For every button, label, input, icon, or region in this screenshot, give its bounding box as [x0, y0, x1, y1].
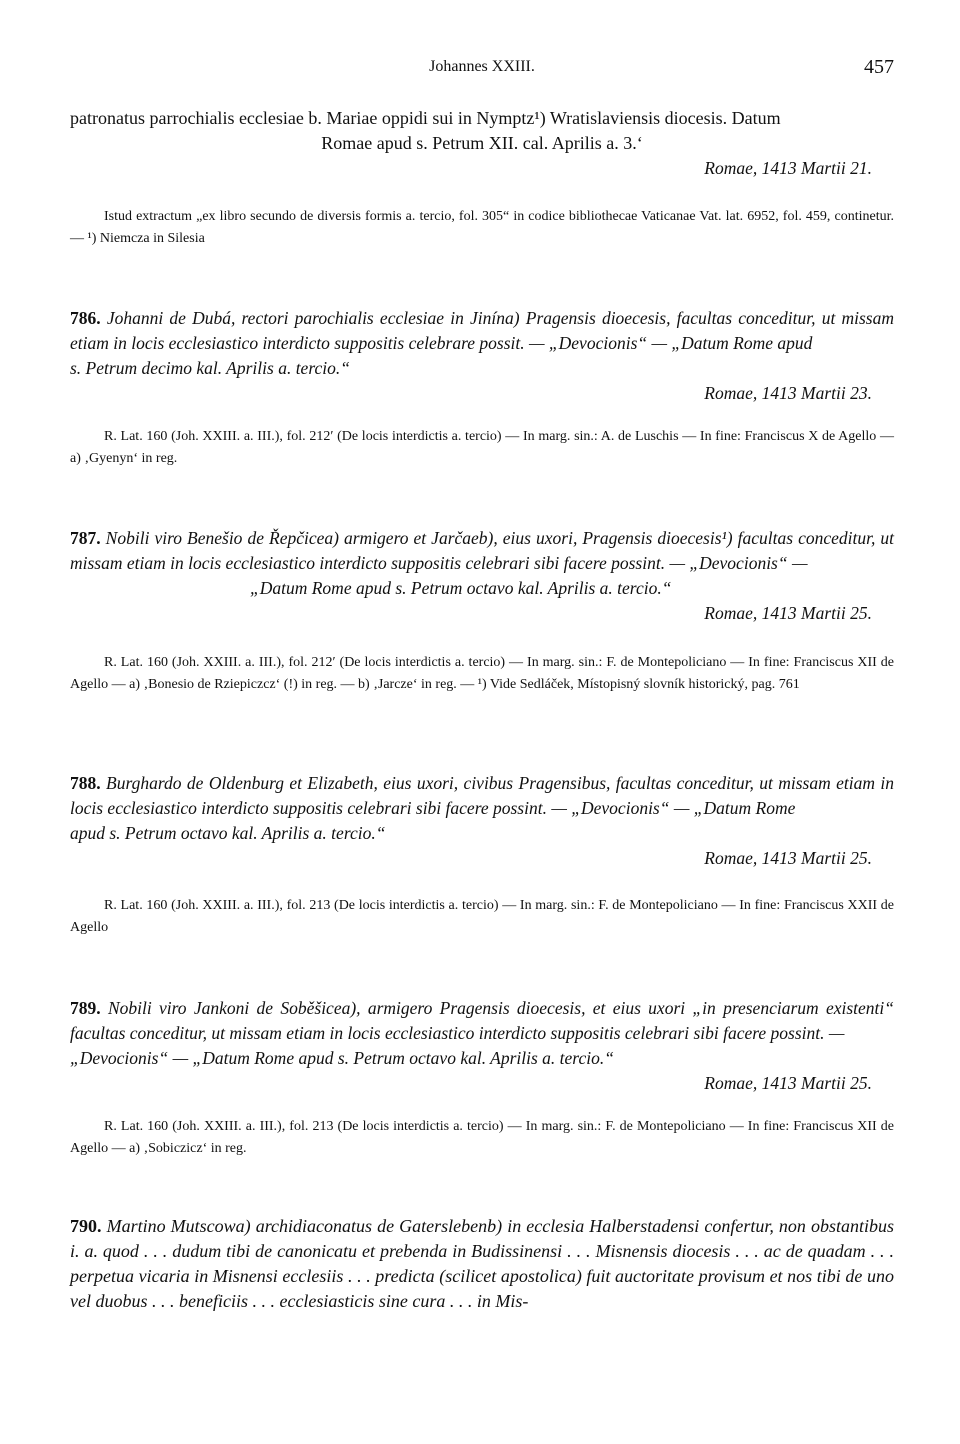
entry-source: R. Lat. 160 (Joh. XXIII. a. III.), fol. 212′ (De locis interdictis a. tercio) — In marg. sin.: F. de Montepoliciano — In fine: Franciscus XII de Agello — a) ‚Bonesio de Rziepiczcz‘ (!) in reg. — b) ‚Jarcze‘ in reg. — ¹) Vide Sedláček, Místopisný slovník historický, pag. 761: [70, 655, 894, 692]
entry-number: 787.: [70, 528, 101, 548]
entry-regest: Nobili viro Benešio de Řepčicea) armigero et Jarčaeb), eius uxori, Pragensis dioecesis¹) facultas conceditur, ut missam etiam in locis ecclesiastico interdicto suppositis celebrari sibi facere possint. — „Devocionis“ —: [70, 528, 895, 573]
entry-787: [70, 526, 894, 626]
entry-regest: Johanni de Dubá, rectori parochialis ecclesiae in Jinína) Pragensis dioecesis, facultas conceditur, ut missam etiam in locis ecclesiastico interdicto suppositis celebrare possit. — „Devocionis“ — „Datum Rome apud: [70, 308, 894, 353]
entry-date: Romae, 1413 Martii 25.: [704, 1073, 872, 1093]
entry-date: Romae, 1413 Martii 25.: [704, 848, 872, 868]
entry-788: [70, 771, 894, 871]
entry-regest: Nobili viro Jankoni de Soběšicea), armigero Pragensis dioecesis, et eius uxori „in presenciarum existenti“ facultas conceditur, ut missam etiam in locis ecclesiastico interdicto suppositis celebrari sibi facere possint. —: [70, 998, 894, 1043]
entry-788-source: [70, 895, 894, 939]
continuation-note: [70, 206, 894, 250]
entry-regest-last: „Devocionis“ — „Datum Rome apud s. Petrum octavo kal. Aprilis a. tercio.“: [70, 1048, 614, 1068]
entry-790: [70, 1214, 894, 1314]
entry-date: Romae, 1413 Martii 23.: [704, 383, 872, 403]
entry-number: 789.: [70, 998, 101, 1018]
entry-regest: Martino Mutscowa) archidiaconatus de Gaterslebenb) in ecclesia Halberstadensi confertur, non obstantibus i. a. quod . . . dudum tibi de canonicatu et prebenda in Budissinensi . . . Misnensis diocesis . . . ac de quadam . . . perpetua vicaria in Misnensi ecclesiis . . . predicta (scilicet apostolica) fuit auctoritate provisum et nos tibi de uno vel duobus . . . beneficiis . . . ecclesiasticis sine cura . . . in Mis-: [70, 1216, 895, 1311]
entry-date: Romae, 1413 Martii 25.: [704, 603, 872, 623]
entry-number: 788.: [70, 773, 101, 793]
entry-789-source: [70, 1116, 894, 1160]
continuation-line-1: patronatus parrochialis ecclesiae b. Mariae oppidi sui in Nymptz¹) Wratislaviensis diocesis. Datum: [70, 108, 781, 128]
entry-regest-last: „Datum Rome apud s. Petrum octavo kal. Aprilis a. tercio.“: [250, 578, 672, 598]
continuation-block: [70, 106, 894, 181]
entry-number: 786.: [70, 308, 101, 328]
entry-789: [70, 996, 894, 1096]
continuation-date: Romae, 1413 Martii 21.: [704, 158, 872, 178]
entry-source: R. Lat. 160 (Joh. XXIII. a. III.), fol. 212′ (De locis interdictis a. tercio) — In marg. sin.: A. de Luschis — In fine: Franciscus X de Agello — a) ‚Gyenyn‘ in reg.: [70, 429, 894, 466]
entry-source: R. Lat. 160 (Joh. XXIII. a. III.), fol. 213 (De locis interdictis a. tercio) — In marg. sin.: F. de Montepoliciano — In fine: Franciscus XII de Agello — a) ‚Sobiczicz‘ in reg.: [70, 1119, 894, 1156]
page-header: [70, 56, 894, 86]
entry-regest-last: s. Petrum decimo kal. Aprilis a. tercio.“: [70, 358, 350, 378]
running-title: Johannes XXIII.: [429, 58, 535, 75]
entry-regest-last: apud s. Petrum octavo kal. Aprilis a. tercio.“: [70, 823, 386, 843]
entry-regest: Burghardo de Oldenburg et Elizabeth, eius uxori, civibus Pragensibus, facultas conceditur, ut missam etiam in locis ecclesiastico interdicto suppositis celebrari sibi facere possint. — „Devocionis“ — „Datum Rome: [70, 773, 895, 818]
continuation-note-text: Istud extractum „ex libro secundo de diversis formis a. tercio, fol. 305“ in codice bibliothecae Vaticanae Vat. lat. 6952, fol. 459, continetur. — ¹) Niemcza in Silesia: [70, 209, 894, 246]
page-number: 457: [864, 56, 894, 78]
entry-number: 790.: [70, 1216, 102, 1236]
entry-787-source: [70, 652, 894, 696]
entry-source: R. Lat. 160 (Joh. XXIII. a. III.), fol. 213 (De locis interdictis a. tercio) — In marg. sin.: F. de Montepoliciano — In fine: Franciscus XXII de Agello: [70, 898, 894, 935]
entry-786: [70, 306, 894, 406]
continuation-line-2: Romae apud s. Petrum XII. cal. Aprilis a. 3.‘: [321, 133, 643, 153]
entry-786-source: [70, 426, 894, 470]
